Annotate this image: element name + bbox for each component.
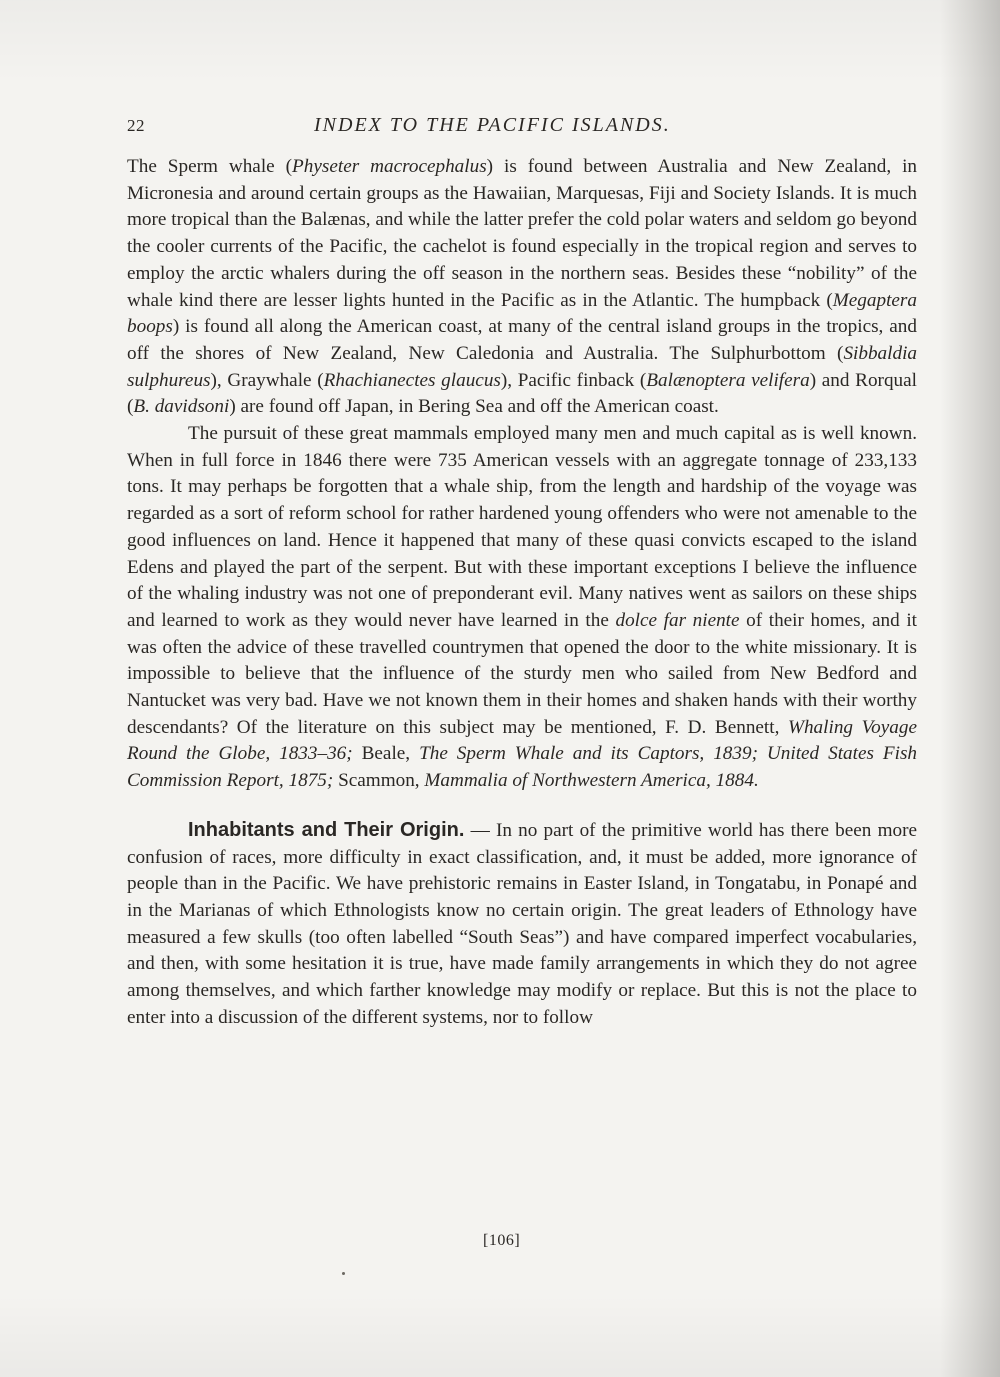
folio-number: [106]: [483, 1232, 521, 1249]
section-text: In no part of the primitive world has there been more confusion of races, more difficulty in exact classification, and, it must be added, more ignorance of people than in the Pacific. We have prehistoric remains in Easter Island, in Tongatabu, in Ponapé and in the Marianas of which Ethnologists know no certain origin. The great leaders of Ethnology have measured a few skulls (too often labelled “South Seas”) and have compared imperfect vocabularies, and then, with some hesitation it is true, have made family arrangements in which they do not agree among themselves, and which farther knowledge may modify or replace. But this is not the place to enter into a discussion of the different systems, nor to follow: [127, 819, 917, 1028]
text-run: The pursuit of these great mammals employed many men and much capital as is well known. When in full force in 1846 there were 735 American vessels with an aggregate tonnage of 233,133 tons. It may perhaps be forgotten that a whale ship, from the length and hardship of the voyage was regarded as a sort of reform school for rather hardened young offenders who were not amenable to the good influences on land. Hence it happened that many of these quasi convicts escaped to the island Edens and played the part of the serpent. But with these important exceptions I believe the influence of the whaling industry was not one of preponderant evil. Many natives went as sailors on these ships and learned to work as they would never have learned in the: [127, 423, 917, 631]
section-inhabitants: [127, 817, 917, 1032]
page-number: 22: [127, 116, 145, 135]
species-name: Balænoptera velifera: [646, 369, 810, 391]
paragraph-whaling-industry: [127, 421, 917, 795]
text-run: ), Graywhale (: [210, 369, 324, 391]
text-run: ) is found all along the American coast, at many of the central island groups in the tropics, and off the shores of New Zealand, New Caledonia and Australia. The Sulphurbottom (: [127, 316, 917, 364]
running-title: INDEX TO THE PACIFIC ISLANDS.: [314, 114, 671, 136]
paragraph-sperm-whale: [127, 154, 917, 421]
text-run: Beale,: [352, 743, 420, 765]
em-dash: —: [464, 819, 496, 841]
italic-phrase: dolce far niente: [615, 609, 740, 631]
text-run: The Sperm whale (: [127, 156, 293, 177]
text-run: ) is found between Australia and New Zealand, in Micronesia and around certain groups as the Hawaiian, Marquesas, Fiji and Society Islands. It is much more tropical than the Balænas, and while the latter prefer the cold polar waters and seldom go beyond the cooler currents of the Pacific, the cachelot is found especially in the tropical region and serves to employ the arctic whalers during the off season in the northern seas. Besides these “nobility” of the whale kind there are lesser lights hunted in the Pacific as in the Atlantic. The humpback (: [127, 156, 918, 311]
citation-title: Mammalia of Northwestern America, 1884.: [424, 770, 759, 792]
text-run: of their homes, and it was often the advice of these travelled countrymen that opened the door to the white missionary. It is impossible to believe that the influence of the sturdy men who sailed from New Bedford and Nantucket was very bad. Have we not known them in their homes and shaken hands with their worthy descendants? Of the literature on this subject may be mentioned, F. D. Bennett,: [127, 609, 917, 738]
text-run: ), Pacific finback (: [500, 369, 647, 391]
text-run: ) and Rorqual (: [127, 369, 917, 418]
species-name: Rhachianectes glaucus: [323, 369, 501, 391]
section-heading: Inhabitants and Their Origin.: [188, 818, 465, 841]
species-name: Megaptera boops: [127, 289, 917, 338]
body-text: [127, 154, 917, 1032]
text-run: Scammon,: [333, 770, 425, 792]
text-run: ) are found off Japan, in Bering Sea and off the American coast.: [229, 396, 719, 418]
page-header: [127, 112, 917, 142]
species-name: B. davidsoni: [133, 396, 230, 418]
citation-title: The Sperm Whale and its Captors, 1839; United States Fish Commission Report, 1875;: [127, 743, 918, 792]
species-name: Sibbaldia sulphureus: [127, 342, 917, 391]
citation-title: Whaling Voyage Round the Globe, 1833–36;: [127, 716, 917, 765]
species-name: Physeter macrocephalus: [292, 156, 487, 177]
print-speck: [342, 1272, 345, 1275]
